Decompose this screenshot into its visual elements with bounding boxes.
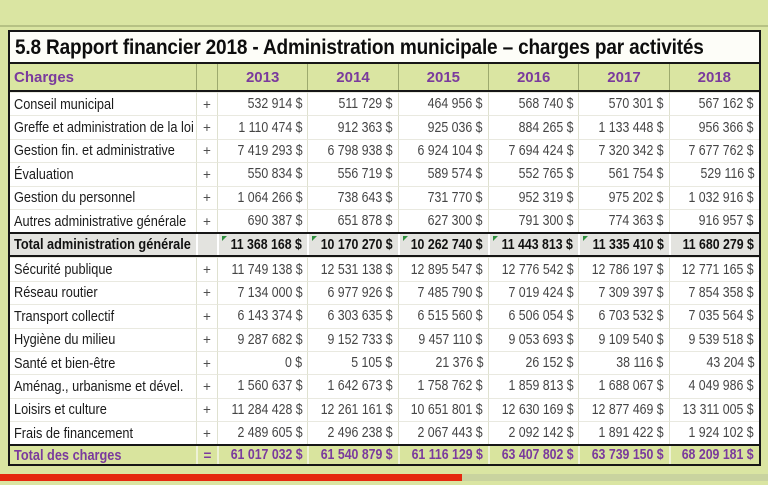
cell-2014: 1 642 673 $ — [307, 374, 397, 397]
cell-2016: 12 630 169 $ — [488, 398, 578, 421]
cell-2015: 6 515 560 $ — [398, 304, 488, 327]
cell-2013: 0 $ — [217, 351, 307, 374]
cell-2018: 43 204 $ — [669, 351, 759, 374]
cell-2016: 26 152 $ — [488, 351, 578, 374]
row-operator: + — [196, 162, 217, 185]
cell-2013: 6 143 374 $ — [217, 304, 307, 327]
cell-2016: 63 407 802 $ — [488, 446, 578, 464]
cell-2017: 1 133 448 $ — [578, 115, 668, 138]
header-year-2015: 2015 — [398, 64, 488, 90]
row-label: Évaluation — [10, 162, 196, 185]
cell-2013: 11 284 428 $ — [217, 398, 307, 421]
row-label: Total des charges — [14, 446, 122, 464]
cell-2014: 912 363 $ — [307, 115, 397, 138]
table-row — [10, 281, 759, 304]
row-operator: + — [196, 209, 217, 232]
cell-2017: 561 754 $ — [578, 162, 668, 185]
table-row — [10, 92, 759, 115]
cell-2018: 4 049 986 $ — [669, 374, 759, 397]
cell-indicator-icon — [403, 236, 408, 241]
cell-2014: 12 261 161 $ — [307, 398, 397, 421]
cell-2016: 791 300 $ — [488, 209, 578, 232]
cell-2015: 12 895 547 $ — [398, 257, 488, 280]
cell-2015: 21 376 $ — [398, 351, 488, 374]
header-year-2017: 2017 — [578, 64, 668, 90]
row-label: Hygiène du milieu — [10, 328, 196, 351]
cell-2017: 1 891 422 $ — [578, 421, 668, 444]
row-operator: + — [196, 374, 217, 397]
cell-2017: 6 703 532 $ — [578, 304, 668, 327]
header-year-2014: 2014 — [307, 64, 397, 90]
cell-2015: 1 758 762 $ — [398, 374, 488, 397]
table-title-bar — [10, 32, 759, 64]
cell-2018: 956 366 $ — [669, 115, 759, 138]
row-label: Gestion fin. et administrative — [10, 139, 196, 162]
cell-2017: 570 301 $ — [578, 92, 668, 115]
cell-2014: 738 643 $ — [307, 186, 397, 209]
row-label: Autres administrative générale — [10, 209, 196, 232]
cell-2018: 1 924 102 $ — [669, 421, 759, 444]
header-year-2018: 2018 — [669, 64, 759, 90]
row-operator — [196, 234, 217, 255]
cell-2015: 10 651 801 $ — [398, 398, 488, 421]
row-label: Sécurité publique — [10, 257, 196, 280]
cell-2013: 550 834 $ — [217, 162, 307, 185]
financial-table — [8, 30, 761, 466]
table-row — [10, 209, 759, 232]
cell-2018: 567 162 $ — [669, 92, 759, 115]
table-row — [10, 257, 759, 280]
cell-2017: 975 202 $ — [578, 186, 668, 209]
cell-2018: 7 854 358 $ — [669, 281, 759, 304]
cell-2017: 12 877 469 $ — [578, 398, 668, 421]
cell-2016: 884 265 $ — [488, 115, 578, 138]
cell-2018: 1 032 916 $ — [669, 186, 759, 209]
cell-2014: 5 105 $ — [307, 351, 397, 374]
cell-2015: 2 067 443 $ — [398, 421, 488, 444]
cell-2018: 916 957 $ — [669, 209, 759, 232]
cell-2017: 38 116 $ — [578, 351, 668, 374]
cell-2017: 9 109 540 $ — [578, 328, 668, 351]
cell-2015: 589 574 $ — [398, 162, 488, 185]
row-operator: + — [196, 421, 217, 444]
cell-2016: 552 765 $ — [488, 162, 578, 185]
cell-2018: 13 311 005 $ — [669, 398, 759, 421]
cell-2016: 7 019 424 $ — [488, 281, 578, 304]
cell-2013: 2 489 605 $ — [217, 421, 307, 444]
row-operator: + — [196, 328, 217, 351]
cell-2018: 9 539 518 $ — [669, 328, 759, 351]
cell-2014: 6 798 938 $ — [307, 139, 397, 162]
row-operator: + — [196, 398, 217, 421]
cell-2017: 1 688 067 $ — [578, 374, 668, 397]
cell-2013: 1 110 474 $ — [217, 115, 307, 138]
cell-2015: 9 457 110 $ — [398, 328, 488, 351]
cell-2017: 7 309 397 $ — [578, 281, 668, 304]
cell-2018: 529 116 $ — [669, 162, 759, 185]
table-row — [10, 162, 759, 185]
cell-2018: 7 035 564 $ — [669, 304, 759, 327]
row-label: Total administration générale — [14, 236, 191, 254]
cell-2013: 532 914 $ — [217, 92, 307, 115]
cell-2018: 7 677 762 $ — [669, 139, 759, 162]
cell-indicator-icon — [583, 236, 588, 241]
cell-2015: 627 300 $ — [398, 209, 488, 232]
video-progress-track[interactable] — [0, 474, 768, 481]
row-operator: = — [196, 446, 217, 464]
cell-2015: 464 956 $ — [398, 92, 488, 115]
cell-2016: 2 092 142 $ — [488, 421, 578, 444]
cell-2014: 2 496 238 $ — [307, 421, 397, 444]
cell-2016: 952 319 $ — [488, 186, 578, 209]
grandtotal-row — [10, 444, 759, 464]
table-row — [10, 115, 759, 138]
cell-2013: 7 419 293 $ — [217, 139, 307, 162]
cell-2015: 61 116 129 $ — [398, 446, 488, 464]
header-year-2013: 2013 — [217, 64, 307, 90]
cell-2017: 12 786 197 $ — [578, 257, 668, 280]
cell-2014: 6 977 926 $ — [307, 281, 397, 304]
cell-2016: 1 859 813 $ — [488, 374, 578, 397]
row-label: Greffe et administration de la loi — [10, 115, 196, 138]
table-row — [10, 139, 759, 162]
cell-2015: 7 485 790 $ — [398, 281, 488, 304]
video-progress-bar[interactable] — [0, 474, 462, 481]
cell-2018: 12 771 165 $ — [669, 257, 759, 280]
cell-2018: 11 680 279 $ — [669, 234, 759, 255]
cell-2017: 774 363 $ — [578, 209, 668, 232]
cell-2013: 61 017 032 $ — [217, 446, 307, 464]
cell-2014: 6 303 635 $ — [307, 304, 397, 327]
cell-2015: 10 262 740 $ — [398, 234, 488, 255]
cell-indicator-icon — [493, 236, 498, 241]
cell-2014: 10 170 270 $ — [307, 234, 397, 255]
cell-2014: 556 719 $ — [307, 162, 397, 185]
cell-2016: 568 740 $ — [488, 92, 578, 115]
cell-2014: 12 531 138 $ — [307, 257, 397, 280]
cell-2014: 511 729 $ — [307, 92, 397, 115]
table-row — [10, 328, 759, 351]
row-operator: + — [196, 92, 217, 115]
cell-2015: 925 036 $ — [398, 115, 488, 138]
cell-2013: 1 064 266 $ — [217, 186, 307, 209]
cell-indicator-icon — [312, 236, 317, 241]
top-divider-line — [0, 25, 768, 27]
cell-2013: 11 749 138 $ — [217, 257, 307, 280]
table-rows — [10, 92, 759, 464]
table-row — [10, 421, 759, 444]
table-row — [10, 351, 759, 374]
cell-2017: 7 320 342 $ — [578, 139, 668, 162]
row-label: Transport collectif — [10, 304, 196, 327]
cell-2013: 11 368 168 $ — [217, 234, 307, 255]
table-row — [10, 374, 759, 397]
row-operator: + — [196, 186, 217, 209]
cell-2015: 6 924 104 $ — [398, 139, 488, 162]
cell-2014: 9 152 733 $ — [307, 328, 397, 351]
table-row — [10, 304, 759, 327]
cell-2016: 12 776 542 $ — [488, 257, 578, 280]
cell-2014: 61 540 879 $ — [307, 446, 397, 464]
cell-2016: 7 694 424 $ — [488, 139, 578, 162]
cell-2013: 7 134 000 $ — [217, 281, 307, 304]
row-operator: + — [196, 139, 217, 162]
row-operator: + — [196, 281, 217, 304]
table-row — [10, 186, 759, 209]
table-header-row — [10, 64, 759, 92]
page-title: 5.8 Rapport financier 2018 - Administration municipale – charges par activités — [15, 34, 704, 59]
row-label: Santé et bien-être — [10, 351, 196, 374]
cell-2016: 6 506 054 $ — [488, 304, 578, 327]
cell-2018: 68 209 181 $ — [669, 446, 759, 464]
row-operator: + — [196, 304, 217, 327]
row-label: Conseil municipal — [10, 92, 196, 115]
cell-2015: 731 770 $ — [398, 186, 488, 209]
cell-2014: 651 878 $ — [307, 209, 397, 232]
row-label: Loisirs et culture — [10, 398, 196, 421]
header-charges: Charges — [14, 68, 75, 86]
row-operator: + — [196, 257, 217, 280]
row-operator: + — [196, 351, 217, 374]
cell-2013: 690 387 $ — [217, 209, 307, 232]
row-label: Aménag., urbanisme et dével. — [10, 374, 196, 397]
cell-2013: 9 287 682 $ — [217, 328, 307, 351]
table-row — [10, 398, 759, 421]
header-operator-column — [196, 64, 217, 90]
cell-indicator-icon — [222, 236, 227, 241]
subtotal-row — [10, 232, 759, 257]
row-label: Réseau routier — [10, 281, 196, 304]
cell-2016: 11 443 813 $ — [488, 234, 578, 255]
row-operator: + — [196, 115, 217, 138]
cell-2013: 1 560 637 $ — [217, 374, 307, 397]
header-year-2016: 2016 — [488, 64, 578, 90]
cell-2017: 11 335 410 $ — [578, 234, 668, 255]
cell-2017: 63 739 150 $ — [578, 446, 668, 464]
row-label: Gestion du personnel — [10, 186, 196, 209]
row-label: Frais de financement — [10, 421, 196, 444]
cell-2016: 9 053 693 $ — [488, 328, 578, 351]
